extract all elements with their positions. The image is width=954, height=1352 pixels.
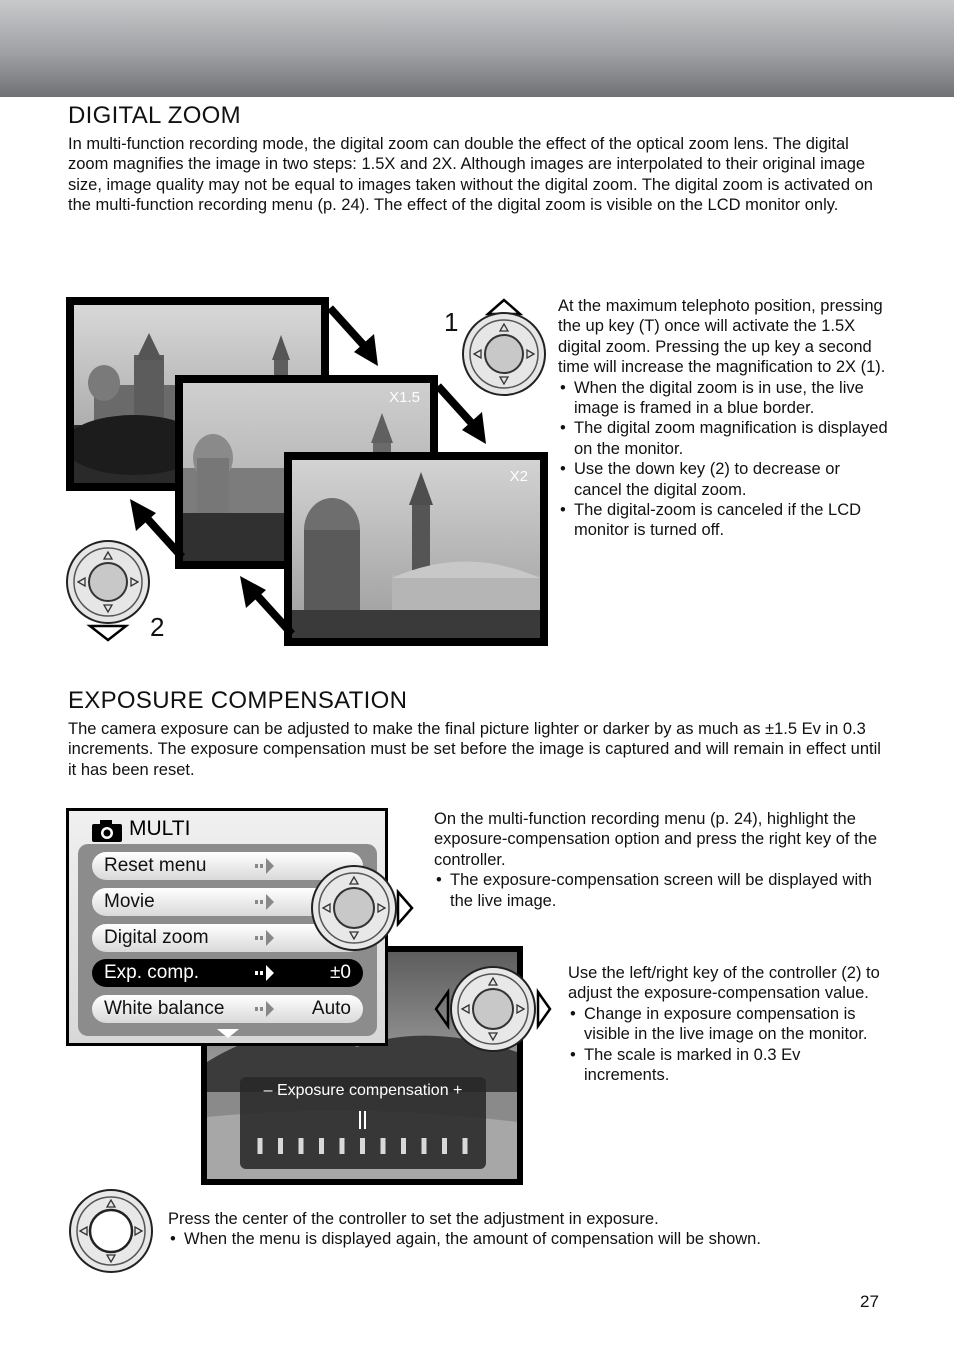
scale-tick [442,1138,447,1154]
exposure-step1-bullets [434,870,889,911]
header-band [0,0,954,97]
exposure-step1-paragraph: On the multi-function recording menu (p. 24), highlight the exposure-compensation option and press the right key of the controller. [434,810,878,869]
exposure-scale[interactable] [240,1105,486,1165]
controller-center-key-icon [68,1188,154,1274]
scale-marker [359,1111,361,1129]
arrow-zoom-out-2-icon [232,572,302,642]
scale-tick [278,1138,283,1154]
exposure-step2-text [568,963,890,1085]
menu-arrow-icon [255,1001,277,1017]
exposure-step2-paragraph: Use the left/right key of the controller (2) to adjust the exposure-compensation value. [568,964,880,1003]
menu-item-label: White balance [104,998,225,1019]
menu-arrow-icon [255,930,277,946]
exposure-step3-bullets [168,1229,888,1249]
controller-up-key-icon [458,298,550,398]
bullet-item: • Use the down key (2) to decrease or cancel the digital zoom. [558,459,888,500]
controller-down-key-icon [64,540,152,642]
menu-item-label: Reset menu [104,855,207,876]
scale-tick [360,1138,365,1154]
scale-tick [319,1138,324,1154]
scale-tick [463,1138,468,1154]
scale-tick [299,1138,304,1154]
arrow-zoom-in-1-icon [320,300,390,370]
bullet-item: • The digital zoom magnification is displayed on the monitor. [558,418,888,459]
bullet-item: • The digital-zoom is canceled if the LCD monitor is turned off. [558,500,888,541]
digital-zoom-heading: DIGITAL ZOOM [68,102,241,129]
menu-item-value: ±0 [330,962,351,983]
menu-item-exp-comp[interactable] [92,959,363,987]
controller-right-key-icon [310,864,416,952]
menu-item-white-balance[interactable] [92,995,363,1023]
controller-left-right-keys-icon [434,964,552,1054]
step-number-1: 1 [444,307,459,337]
bullet-item: • The scale is marked in 0.3 Ev increments. [568,1045,890,1086]
bullet-item: • When the menu is displayed again, the amount of compensation will be shown. [168,1229,888,1249]
scroll-down-icon[interactable] [217,1029,239,1039]
page-number: 27 [860,1292,879,1311]
exposure-scale-label: – Exposure compensation + [263,1082,463,1099]
zoom-label-2x: X2 [509,468,528,485]
step-number-2: 2 [150,612,165,642]
menu-title: MULTI [129,817,191,840]
scale-tick [422,1138,427,1154]
scale-tick [381,1138,386,1154]
menu-item-label: Movie [104,891,155,912]
menu-item-label: Exp. comp. [104,962,200,983]
camera-icon [91,819,123,843]
exposure-intro: The camera exposure can be adjusted to make the final picture lighter or darker by as much as ±1.5 Ev in 0.3 increments. The exposure compensation must be set before the image is captured and will remain in effect until it has been reset. [68,720,881,779]
digital-zoom-side-text [558,296,888,541]
exposure-step2-bullets [568,1004,890,1086]
zoom-label-1-5x: X1.5 [389,389,420,406]
menu-item-label: Digital zoom [104,927,209,948]
exposure-scale-panel [240,1077,486,1169]
menu-arrow-icon [255,858,277,874]
scale-tick [401,1138,406,1154]
bullet-item: • Change in exposure compensation is visible in the live image on the monitor. [568,1004,890,1045]
exposure-step3-text [168,1209,888,1250]
scale-tick [258,1138,263,1154]
exposure-step3-paragraph: Press the center of the controller to set the adjustment in exposure. [168,1210,659,1228]
digital-zoom-bullets [558,378,888,541]
digital-zoom-intro: In multi-function recording mode, the digital zoom can double the effect of the optical zoom lens. The digital zoom magnifies the image in two steps: 1.5X and 2X. Although images are interpolated to their original image size, image quality may not be equal to images taken without the digital zoom. The digital zoom is activated on the multi-function recording menu (p. 24). The effect of the digital zoom is visible on the LCD monitor only. [68,135,873,215]
menu-arrow-icon [255,894,277,910]
scale-tick [340,1138,345,1154]
menu-item-value: Auto [311,998,351,1019]
bullet-item: • The exposure-compensation screen will be displayed with the live image. [434,870,889,911]
exposure-step1-text [434,809,889,911]
scale-marker [364,1111,366,1129]
menu-arrow-icon [255,965,277,981]
photo-frame-2x [284,452,548,646]
bullet-item: • When the digital zoom is in use, the live image is framed in a blue border. [558,378,888,419]
palace-photo-2x [292,460,540,638]
exposure-heading: EXPOSURE COMPENSATION [68,687,408,714]
digital-zoom-side-paragraph: At the maximum telephoto position, pressing the up key (T) once will activate the 1.5X digital zoom. Pressing the up key a second time will increase the magnification to 2X (1). [558,297,886,377]
